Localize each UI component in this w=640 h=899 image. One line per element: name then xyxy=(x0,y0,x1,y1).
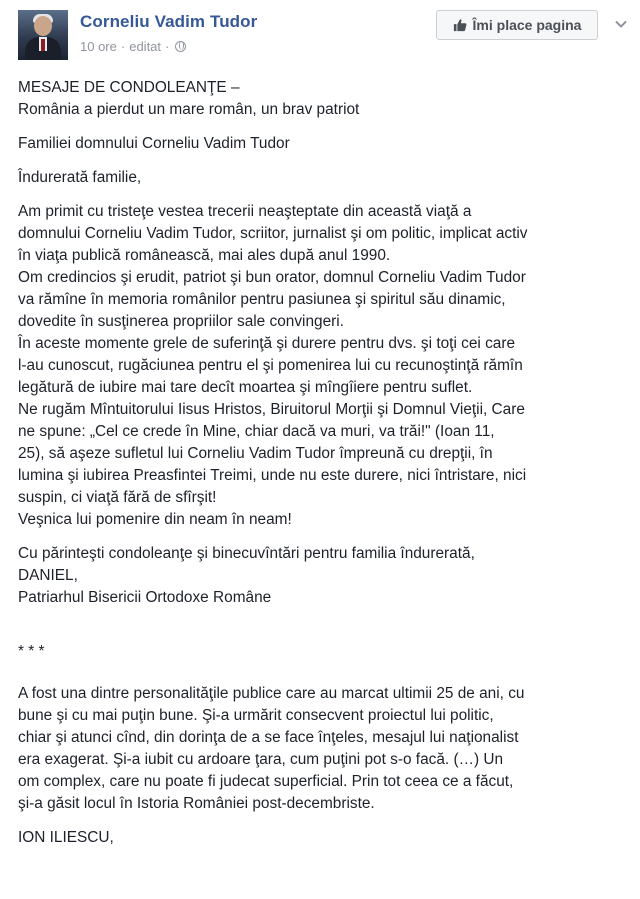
text-line: era exagerat. Şi-a iubit cu ardoare ţara, cum puţini pot s-o facă. (…) Un xyxy=(18,751,504,768)
text-line: legătură de iubire mai tare decît moartea şi mîngîiere pentru suflet. xyxy=(18,379,473,396)
text-line: În aceste momente grele de suferinţă şi durere pentru dvs. şi toţi cei care xyxy=(18,335,516,352)
text-line: Familiei domnului Corneliu Vadim Tudor xyxy=(18,135,290,152)
text-line: MESAJE DE CONDOLEANŢE – xyxy=(18,79,240,96)
globe-icon[interactable] xyxy=(175,41,186,52)
thumbs-up-icon xyxy=(453,18,467,32)
text-line: domnului Corneliu Vadim Tudor, scriitor, jurnalist şi om politic, implicat activ xyxy=(18,225,528,242)
edited-label[interactable]: editat xyxy=(129,39,162,54)
meta-separator: · xyxy=(120,39,126,54)
meta-separator: · xyxy=(165,39,170,54)
like-page-label: Îmi place pagina xyxy=(472,17,582,33)
text-line: România a pierdut un mare român, un brav patriot xyxy=(18,101,360,118)
text-line: ION ILIESCU, xyxy=(18,829,114,846)
post-paragraph xyxy=(18,543,630,609)
text-line: Ne rugăm Mîntuitorului Iisus Hristos, Biruitorul Morţii şi Domnul Vieţii, Care xyxy=(18,401,525,418)
page-name-link[interactable]: Corneliu Vadim Tudor xyxy=(80,12,258,31)
post-meta xyxy=(80,39,186,54)
text-line: Veşnica lui pomenire din neam în neam! xyxy=(18,511,292,528)
post-paragraph xyxy=(18,167,630,189)
post-paragraph xyxy=(18,827,630,849)
post-paragraph xyxy=(18,133,630,155)
text-line: A fost una dintre personalităţile publice care au marcat ultimii 25 de ani, cu xyxy=(18,685,525,702)
text-line: chiar şi atunci cînd, din dorinţa de a se face înţeles, mesajul lui naţionalist xyxy=(18,729,519,746)
text-line: l-au cunoscut, rugăciunea pentru el şi pomenirea lui cu recunoştinţă rămîn xyxy=(18,357,523,374)
text-line: 25), să aşeze sufletul lui Corneliu Vadim Tudor împreună cu drepţii, în xyxy=(18,445,493,462)
post-text xyxy=(18,77,630,861)
separator-text: * * * xyxy=(18,643,45,660)
post-paragraph xyxy=(18,683,630,815)
text-line: dovedite în susţinerea propriilor sale convingeri. xyxy=(18,313,344,330)
text-line: bune şi cu mai puţin bune. Şi-a urmărit consecvent proiectul lui politic, xyxy=(18,707,494,724)
text-line: Cu părinteşti condoleanţe şi binecuvîntări pentru familia îndurerată, xyxy=(18,545,475,562)
text-line: Patriarhul Bisericii Ortodoxe Române xyxy=(18,589,272,606)
text-line: ne spune: „Cel ce crede în Mine, chiar dacă va muri, va trăi!" (Ioan 11, xyxy=(18,423,495,440)
post-paragraph xyxy=(18,77,630,121)
text-line: suspin, ci viaţă fără de sfîrşit! xyxy=(18,489,217,506)
post-paragraph xyxy=(18,201,630,531)
text-line: lumina şi iubirea Preasfintei Treimi, unde nu este durere, nici întristare, nici xyxy=(18,467,527,484)
text-line: Om credincios şi erudit, patriot şi bun orator, domnul Corneliu Vadim Tudor xyxy=(18,269,526,286)
chevron-down-icon[interactable] xyxy=(614,17,628,31)
text-line: şi-a găsit locul în Istoria României post-decembriste. xyxy=(18,795,375,812)
text-line: Am primit cu tristeţe vestea trecerii neaşteptate din această viaţă a xyxy=(18,203,472,220)
text-line: DANIEL, xyxy=(18,567,78,584)
text-line: om complex, care nu poate fi judecat superficial. Prin tot ceea ce a făcut, xyxy=(18,773,514,790)
text-line: va rămîne în memoria românilor pentru pasiunea şi spiritul său dinamic, xyxy=(18,291,506,308)
post-separator xyxy=(18,641,630,663)
text-line: în viaţa publică românească, mai ales după anul 1990. xyxy=(18,247,391,264)
like-page-button[interactable] xyxy=(436,10,598,40)
post-timestamp[interactable]: 10 ore xyxy=(80,39,117,54)
page-avatar[interactable] xyxy=(18,10,68,60)
text-line: Îndurerată familie, xyxy=(18,169,142,186)
